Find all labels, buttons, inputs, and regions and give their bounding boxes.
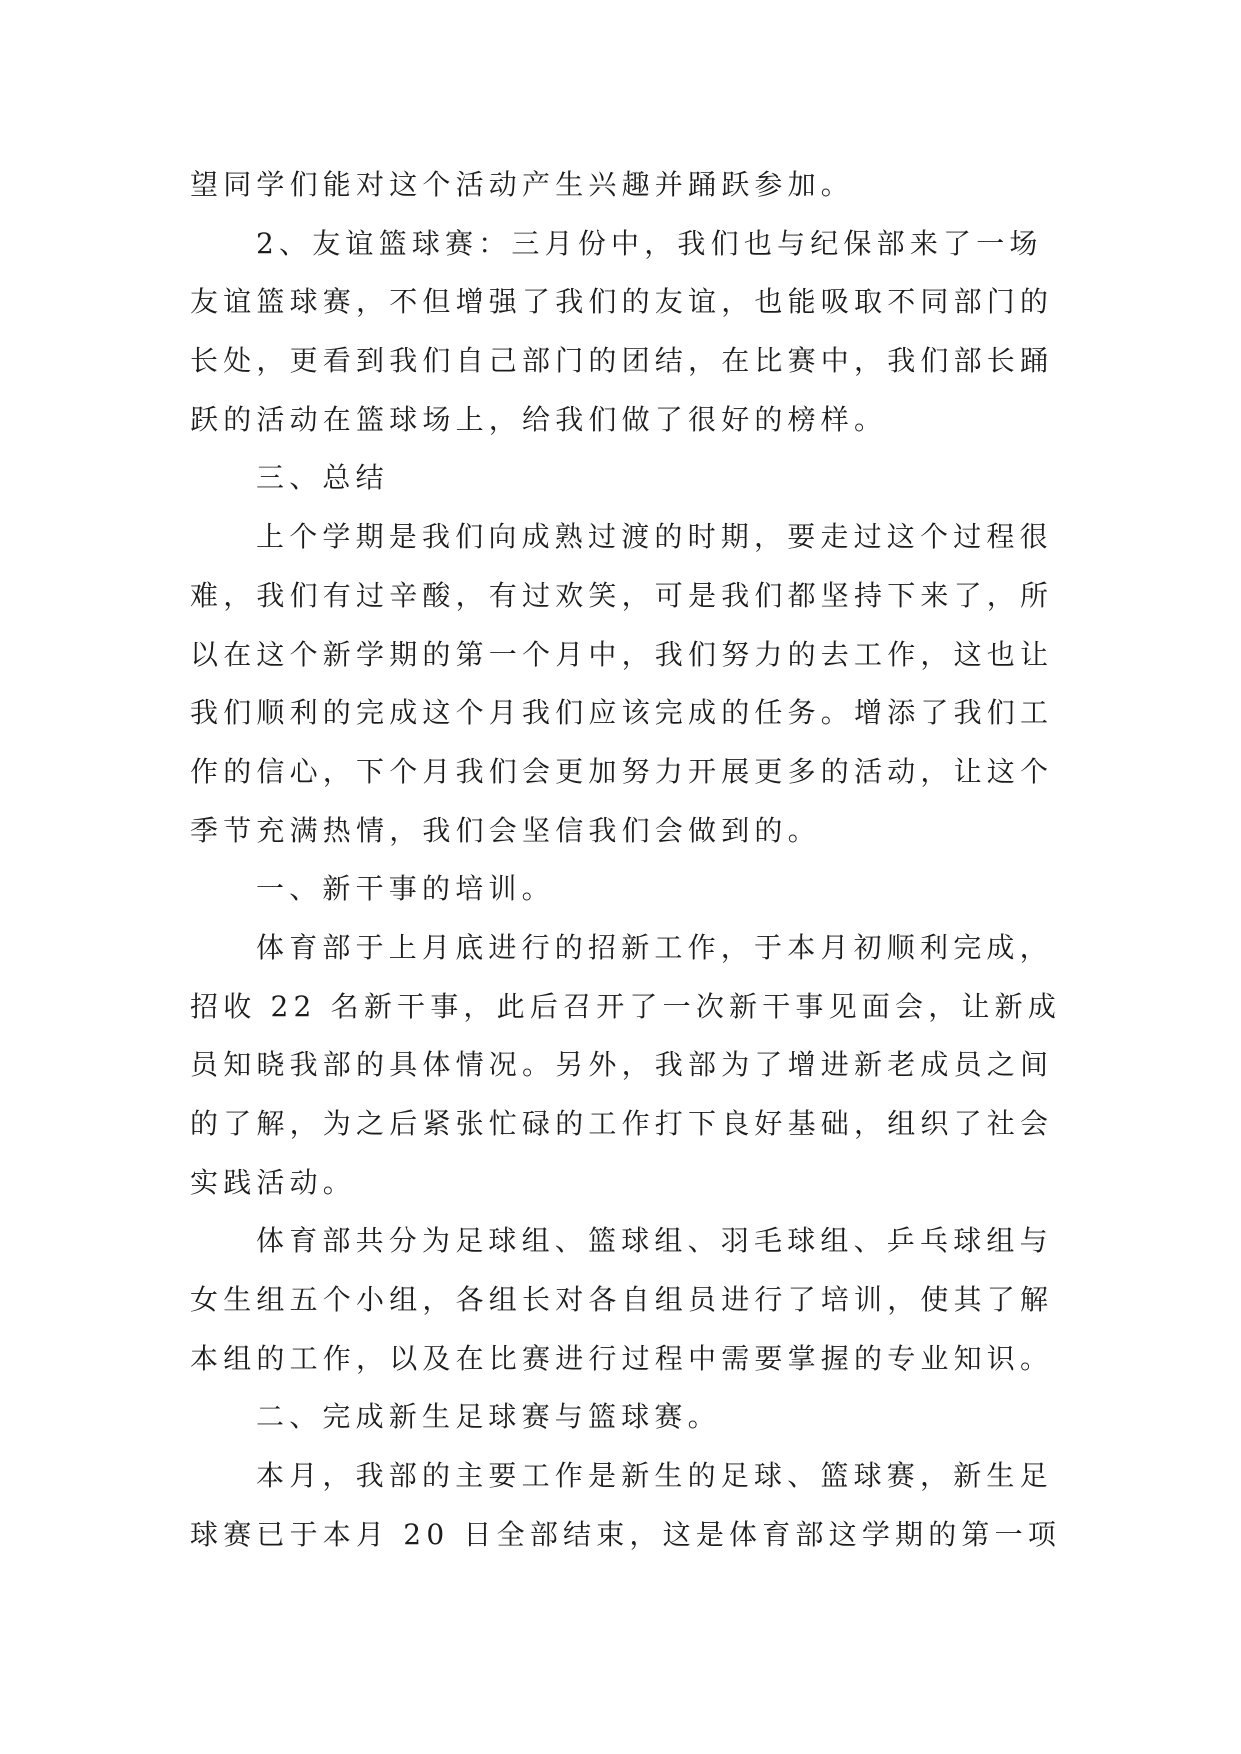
text-line: 2、友谊篮球赛：三月份中，我们也与纪保部来了一场 [256,226,1043,260]
section-heading-summary [190,449,1060,508]
text-line: 的了解，为之后紧张忙碌的工作打下良好基础，组织了社会 [190,1107,1054,1140]
text-line: 本组的工作，以及在比赛进行过程中需要掌握的专业知识。 [190,1341,1054,1375]
section-heading-competitions [190,1388,1060,1447]
text-line: 季节充满热情，我们会坚信我们会做到的。 [190,813,821,847]
text-line: 我们顺利的完成这个月我们应该完成的任务。增添了我们工 [190,696,1054,730]
section-heading: 三、总结 [256,461,389,495]
section-heading-training [190,860,1060,919]
section-heading: 一、新干事的培训。 [256,872,555,906]
document-body [190,156,1060,1565]
text-line: 员知晓我部的具体情况。另外，我部为了增进新老成员之间 [190,1048,1054,1082]
paragraph-recruitment [190,919,1060,1212]
text-line: 体育部共分为足球组、篮球组、羽毛球组、乒乓球组与 [256,1224,1053,1258]
text-line: 作的信心，下个月我们会更加努力开展更多的活动，让这个 [190,754,1054,788]
text-line: 体育部于上月底进行的招新工作，于本月初顺利完成， [256,930,1053,964]
text-line: 实践活动。 [190,1165,357,1199]
text-line: 招收 22 名新干事，此后召开了一次新干事见面会，让新成 [190,989,1062,1023]
paragraph-summary [190,508,1060,860]
text-line: 长处，更看到我们自己部门的团结，在比赛中，我们部长踊 [190,344,1054,378]
section-heading: 二、完成新生足球赛与篮球赛。 [256,1400,721,1434]
text-line: 友谊篮球赛，不但增强了我们的友谊，也能吸取不同部门的 [190,285,1054,319]
text-line: 望同学们能对这个活动产生兴趣并踊跃参加。 [190,168,855,201]
text-line: 本月，我部的主要工作是新生的足球、篮球赛，新生足 [256,1459,1053,1493]
paragraph-friendly-basketball [190,215,1060,450]
text-line: 跃的活动在篮球场上，给我们做了很好的榜样。 [190,402,888,436]
paragraph-competitions [190,1447,1060,1564]
paragraph-groups [190,1212,1060,1388]
text-line: 以在这个新学期的第一个月中，我们努力的去工作，这也让 [190,637,1054,671]
text-line: 难，我们有过辛酸，有过欢笑，可是我们都坚持下来了，所 [190,578,1054,612]
text-line: 女生组五个小组，各组长对各自组员进行了培训，使其了解 [190,1283,1054,1317]
text-line: 上个学期是我们向成熟过渡的时期，要走过这个过程很 [256,520,1053,554]
text-line: 球赛已于本月 20 日全部结束，这是体育部这学期的第一项 [190,1517,1062,1551]
paragraph [190,156,1060,215]
